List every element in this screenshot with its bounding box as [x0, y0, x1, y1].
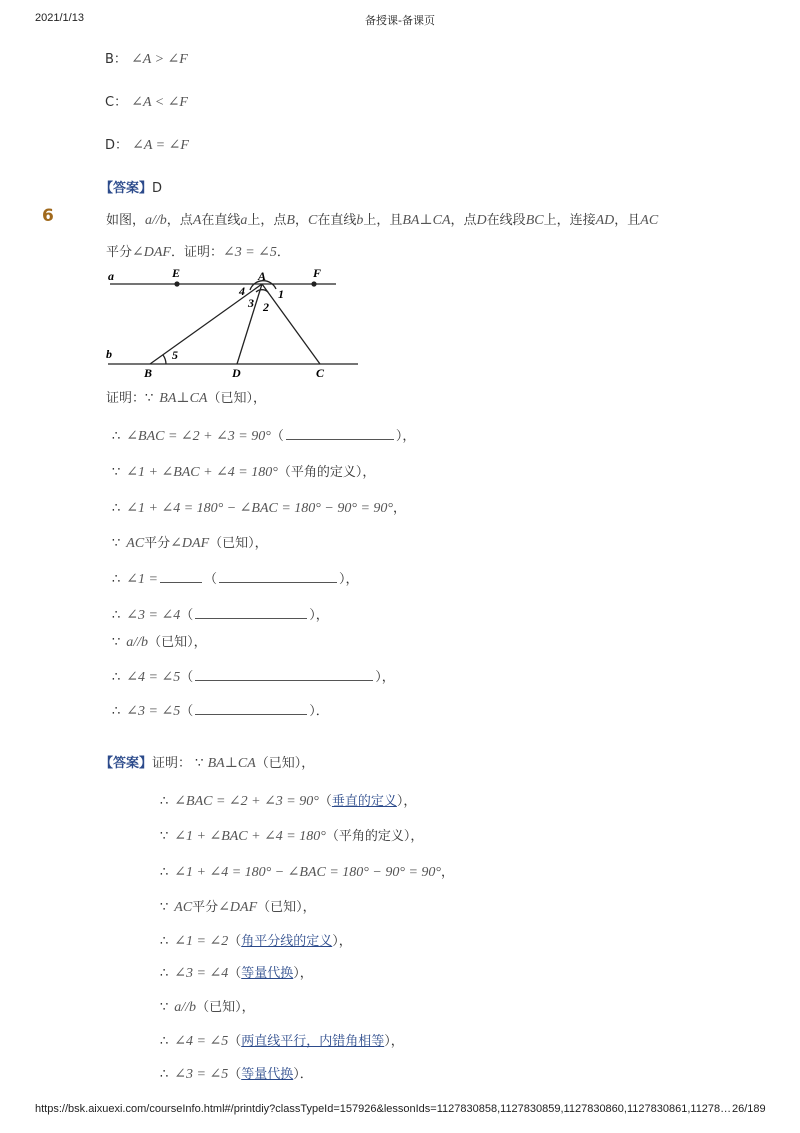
- logic-symbol: ∵: [160, 829, 169, 844]
- answer-blank: [195, 606, 307, 619]
- proof-reason: （: [180, 670, 194, 685]
- proof-expression: ∠1 + ∠4 = 180° − ∠BAC = 180° − 90° = 90°: [126, 501, 393, 516]
- answer-line-6: [160, 930, 352, 950]
- answer-line-5: [160, 896, 316, 916]
- answer-expression: ∠BAC = ∠2 + ∠3 = 90°: [174, 794, 319, 809]
- answer-blank: [195, 668, 373, 681]
- answer-close: ），: [293, 966, 313, 981]
- answer-reason: 已知: [270, 900, 297, 915]
- answer-heading: 【答案】证明： ∵ BA⊥CA（已知），: [100, 756, 315, 771]
- question-text-segment: 上，且: [363, 213, 403, 228]
- label-e: E: [172, 266, 181, 280]
- label-b-line: b: [106, 347, 112, 361]
- proof-expression: BA⊥CA: [159, 391, 208, 406]
- logic-symbol: ∴: [112, 704, 121, 719]
- label-f: F: [313, 266, 322, 280]
- question-line-1: [106, 209, 658, 229]
- question-text-segment: C: [307, 213, 318, 228]
- segment-ab: [150, 284, 262, 364]
- footer-url: https://bsk.aixuexi.com/courseInfo.html#/printdiy?classTypeId=157926&lessonIds=1127830858,1127830859,1127830860,1127830861,11278…: [35, 1103, 732, 1115]
- question-text-segment: ，点: [450, 213, 477, 228]
- answer-blank: [195, 702, 307, 715]
- proof-expression: ∠3 = ∠5: [126, 704, 181, 719]
- logic-symbol: ∴: [160, 794, 169, 809]
- answer-paren: （: [325, 829, 339, 844]
- question-text-segment: 如图，: [106, 213, 146, 228]
- logic-symbol: ∴: [160, 934, 169, 949]
- answer-paren: （: [318, 794, 332, 809]
- logic-symbol: ∵: [112, 536, 121, 551]
- question-text-segment: BC: [525, 213, 544, 228]
- label-a-line: a: [108, 269, 114, 283]
- answer-paren: （: [228, 1067, 242, 1082]
- proof-text: 平分: [144, 536, 171, 551]
- prev-answer: 【答案】D: [100, 181, 163, 196]
- logic-symbol: ∴: [112, 608, 121, 623]
- proof-line-1: [106, 387, 266, 407]
- proof-expression: ∠DAF: [170, 536, 210, 551]
- answer-reason: 已知: [209, 1000, 236, 1015]
- proof-expression: ∠BAC = ∠2 + ∠3 = 90°: [126, 429, 271, 444]
- proof-reason: （已知），: [148, 635, 207, 650]
- proof-reason: ，: [393, 501, 407, 516]
- answer-close: ），: [384, 1034, 404, 1049]
- question-text-segment: a//b: [145, 213, 167, 228]
- proof-line-10: [112, 700, 329, 720]
- proof-reason: （: [180, 608, 194, 623]
- logic-symbol: ∵: [160, 1000, 169, 1015]
- answer-expression: ∠DAF: [218, 900, 258, 915]
- proof-close: ），: [375, 670, 395, 685]
- question-text-segment: AD: [595, 213, 615, 228]
- question-text-segment: B: [286, 213, 295, 228]
- proof-close: ），: [338, 572, 359, 587]
- answer-line-10: [160, 1063, 313, 1083]
- answer-reason: 两直线平行，内错角相等: [241, 1034, 385, 1049]
- answer-reason: 等量代换: [241, 966, 294, 981]
- proof-intro: 证明：: [106, 391, 146, 406]
- label-angle-4: 4: [239, 284, 245, 298]
- question-text-segment: 在线段: [486, 213, 526, 228]
- question-text-segment: D: [476, 213, 487, 228]
- answer-close: ），: [296, 900, 316, 915]
- logic-symbol: ∴: [112, 429, 121, 444]
- question-text-segment: 上，点: [247, 213, 287, 228]
- proof-close: ），: [309, 608, 329, 623]
- proof-line-8: [112, 631, 207, 651]
- question-text-segment: a: [240, 213, 248, 228]
- question-text-segment: ∠3 = ∠5: [222, 245, 277, 260]
- angle-arc-b: [163, 355, 166, 364]
- question-number: 6: [42, 206, 54, 226]
- answer-paren: （: [228, 934, 242, 949]
- answer-close: ），: [403, 829, 424, 844]
- logic-symbol: ∴: [160, 865, 169, 880]
- answer-blank: [160, 570, 202, 583]
- proof-line-5: [112, 532, 268, 552]
- question-text-segment: ，点: [166, 213, 193, 228]
- question-text-segment: AC: [640, 213, 659, 228]
- question-text-segment: ，: [294, 213, 308, 228]
- proof-expression: a//b: [126, 635, 149, 650]
- question-text-segment: 在直线: [317, 213, 357, 228]
- question-text-segment: ，且: [614, 213, 641, 228]
- answer-line-9: [160, 1030, 404, 1050]
- proof-reason: （: [203, 572, 217, 587]
- logic-symbol: ∴: [112, 572, 121, 587]
- geometry-figure: [100, 264, 362, 380]
- question-text-segment: b: [356, 213, 364, 228]
- answer-expression: ∠1 = ∠2: [174, 934, 229, 949]
- answer-reason: 平角的定义: [338, 829, 404, 844]
- proof-close: ）．: [309, 704, 329, 719]
- logic-symbol: ∵: [112, 635, 121, 650]
- answer-reason: 垂直的定义: [331, 794, 397, 809]
- answer-reason: 等量代换: [241, 1067, 294, 1082]
- label-angle-1: 1: [278, 287, 284, 301]
- proof-line-2: [112, 425, 415, 445]
- label-d: D: [232, 366, 241, 380]
- answer-close: ），: [396, 794, 417, 809]
- answer-close: ）．: [293, 1067, 313, 1082]
- answer-close: ，: [441, 865, 455, 880]
- because-symbol: ∵: [195, 756, 204, 771]
- proof-line-4: [112, 497, 406, 517]
- answer-paren: （: [196, 1000, 210, 1015]
- answer-expression: ∠1 + ∠BAC + ∠4 = 180°: [174, 829, 326, 844]
- proof-reason: （: [270, 429, 284, 444]
- logic-symbol: ∵: [160, 900, 169, 915]
- point-f: [311, 281, 316, 286]
- label-angle-5: 5: [172, 348, 178, 362]
- question-text-segment: 上，连接: [543, 213, 596, 228]
- proof-reason: （已知），: [209, 536, 268, 551]
- proof-reason: （: [180, 704, 194, 719]
- answer-expression: a//b: [174, 1000, 197, 1015]
- proof-expression: ∠1 =: [126, 572, 158, 587]
- answer-expression: ∠1 + ∠4 = 180° − ∠BAC = 180° − 90° = 90°: [174, 865, 441, 880]
- answer-paren: （: [228, 966, 242, 981]
- proof-line-3: [112, 461, 375, 481]
- logic-symbol: ∴: [160, 1034, 169, 1049]
- answer-expression: ∠3 = ∠5: [174, 1067, 229, 1082]
- answer-blank: [286, 427, 394, 440]
- answer-expression: ∠4 = ∠5: [174, 1034, 229, 1049]
- logic-symbol: ∵: [145, 391, 154, 406]
- proof-line-6: [112, 568, 359, 588]
- answer-close: ），: [332, 934, 352, 949]
- question-text-segment: 平分: [106, 245, 133, 260]
- logic-symbol: ∴: [112, 670, 121, 685]
- proof-reason: （平角的定义），: [277, 465, 376, 480]
- label-a-point: A: [258, 269, 267, 283]
- proof-expression: AC: [126, 536, 145, 551]
- point-e: [174, 281, 179, 286]
- proof-line-9: [112, 666, 395, 686]
- proof-reason: （已知），: [207, 391, 266, 406]
- logic-symbol: ∵: [112, 465, 121, 480]
- answer-line-4: [160, 861, 454, 881]
- proof-line-7: [112, 604, 329, 624]
- option-b: B： ∠A > ∠F: [105, 52, 188, 67]
- label-c: C: [316, 366, 325, 380]
- proof-close: ），: [395, 429, 416, 444]
- answer-expression: ∠3 = ∠4: [174, 966, 229, 981]
- answer-close: ），: [235, 1000, 255, 1015]
- answer-blank: [219, 570, 337, 583]
- header-date: 2021/1/13: [35, 12, 84, 24]
- question-text-segment: ∠DAF: [132, 245, 171, 260]
- answer-paren: （: [257, 900, 271, 915]
- logic-symbol: ∴: [160, 966, 169, 981]
- answer-line-2: [160, 790, 416, 810]
- proof-expression: ∠3 = ∠4: [126, 608, 181, 623]
- answer-expression: AC: [174, 900, 193, 915]
- answer-line-8: [160, 996, 255, 1016]
- logic-symbol: ∴: [160, 1067, 169, 1082]
- angle-arc-a-inner: [256, 290, 268, 292]
- answer-paren: （: [228, 1034, 242, 1049]
- option-d: D： ∠A = ∠F: [105, 138, 189, 153]
- question-text-segment: ．: [276, 245, 290, 260]
- question-text-segment: A: [192, 213, 202, 228]
- label-angle-2: 2: [263, 300, 269, 314]
- option-c: C： ∠A < ∠F: [105, 95, 188, 110]
- question-line-2: [106, 241, 290, 261]
- header-title: 备授课-备课页: [365, 14, 435, 27]
- proof-expression: ∠4 = ∠5: [126, 670, 181, 685]
- answer-text: 平分: [192, 900, 219, 915]
- segment-ac: [262, 284, 320, 364]
- answer-line-7: [160, 962, 313, 982]
- answer-line-3: [160, 825, 423, 845]
- question-text-segment: 在直线: [201, 213, 241, 228]
- question-text-segment: BA⊥CA: [402, 213, 451, 228]
- answer-reason: 角平分线的定义: [241, 934, 333, 949]
- question-text-segment: ．证明：: [170, 245, 223, 260]
- proof-expression: ∠1 + ∠BAC + ∠4 = 180°: [126, 465, 278, 480]
- footer-page-number: 26/189: [732, 1103, 766, 1115]
- label-b-point: B: [144, 366, 153, 380]
- logic-symbol: ∴: [112, 501, 121, 516]
- label-angle-3: 3: [248, 296, 254, 310]
